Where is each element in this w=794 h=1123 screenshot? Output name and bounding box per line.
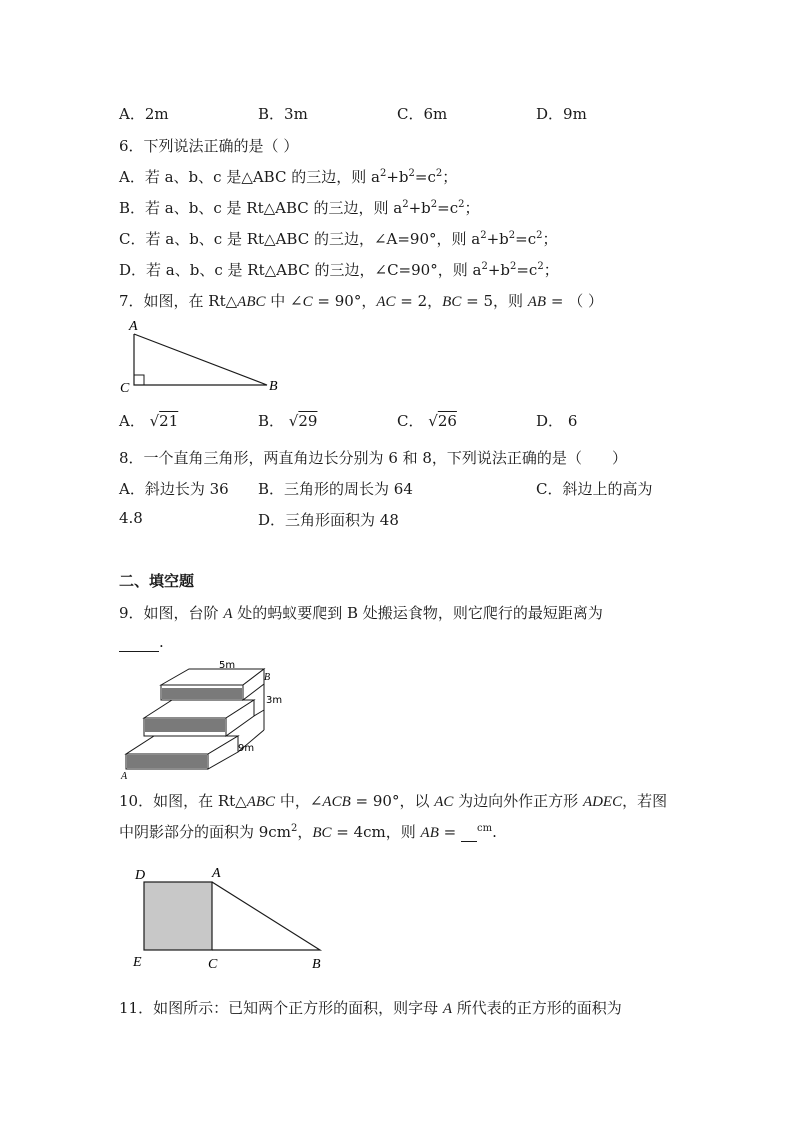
q5-option-a: A．2m <box>119 105 169 123</box>
q8-option-b: B．三角形的周长为 64 <box>258 480 413 498</box>
q6-option-b: B．若 a、b、c 是 Rt△ABC 的三边，则 $a^2+b^2=c^2$； <box>119 199 480 217</box>
q8-option-c: C．斜边上的高为 <box>536 480 653 498</box>
q6-option-c: C．若 a、b、c 是 Rt△ABC 的三边，∠A=90°，则 $a^2+b^2=c^2$； <box>119 230 558 248</box>
q9-shaded-riser-2 <box>145 719 225 732</box>
q10-label-b: B <box>312 957 321 972</box>
q9-label-3m: 3m <box>266 695 283 706</box>
q5-option-d: D．9m <box>536 105 587 123</box>
q10-stem-line1: 10．如图，在 Rt△ABC 中，∠ACB = 90°，以 AC 为边向外作正方形 ADEC，若图 <box>119 792 668 810</box>
q10-label-a: A <box>212 866 221 881</box>
q10-label-c: C <box>208 957 218 972</box>
q8-stem: 8．一个直角三角形，两直角边长分别为 6 和 8，下列说法正确的是（ ） <box>119 449 627 467</box>
q10-label-d: D <box>135 868 146 883</box>
q7-option-c: C． √26 <box>397 412 457 430</box>
q7-triangle-outline <box>134 334 267 385</box>
q10-square-triangle-figure <box>128 862 333 977</box>
q10-triangle-outline <box>212 882 320 950</box>
q9-answer-line: . <box>119 633 164 652</box>
q9-shaded-riser-3 <box>162 688 242 699</box>
q6-option-a: A．若 a、b、c 是△ABC 的三边，则 $a^2+b^2=c^2$； <box>119 168 458 186</box>
q10-label-e: E <box>133 955 142 970</box>
q7-option-a: A． √21 <box>119 412 179 430</box>
q5-option-b: B．3m <box>258 105 308 123</box>
q7-option-b: B． √29 <box>258 412 318 430</box>
q11-stem: 11．如图所示：已知两个正方形的面积，则字母 A 所代表的正方形的面积为 <box>119 999 622 1017</box>
q6-stem: 6．下列说法正确的是（ ） <box>119 137 299 155</box>
section-heading-fill-in: 二、填空题 <box>119 572 195 590</box>
q7-stem: 7．如图，在 Rt△ABC 中 ∠C = 90°，AC = 2，BC = 5，则 AB = （ ） <box>119 292 603 310</box>
q7-right-angle-mark <box>134 375 144 385</box>
q7-triangle-figure <box>115 315 290 397</box>
q8-option-d: D．三角形面积为 48 <box>258 511 399 529</box>
q10-shaded-square <box>144 882 212 950</box>
q10-stem-line2: 中阴影部分的面积为 $9cm^2$，BC = 4cm，则 AB = $^{cm}$. <box>119 823 497 841</box>
q7-label-c: C <box>120 381 130 396</box>
q5-option-c: C．6m <box>397 105 448 123</box>
q9-stem: 9．如图，台阶 A 处的蚂蚁要爬到 B 处搬运食物，则它爬行的最短距离为 <box>119 604 603 622</box>
q7-label-b: B <box>269 379 278 394</box>
q9-label-a: A <box>121 771 128 782</box>
q7-label-a: A <box>129 319 138 334</box>
q9-label-5m: 5m <box>219 660 236 671</box>
q9-label-9m: 9m <box>238 743 255 754</box>
q9-stairs-figure <box>118 655 293 783</box>
q8-option-c-continued: 4.8 <box>119 509 143 527</box>
q9-shaded-riser-1 <box>127 755 207 768</box>
q9-label-b: B <box>264 672 271 683</box>
q6-option-d: D．若 a、b、c 是 Rt△ABC 的三边，∠C=90°，则 $a^2+b^2=c^2$； <box>119 261 559 279</box>
q8-option-a: A．斜边长为 36 <box>119 480 229 498</box>
q7-option-d: D． 6 <box>536 412 578 430</box>
